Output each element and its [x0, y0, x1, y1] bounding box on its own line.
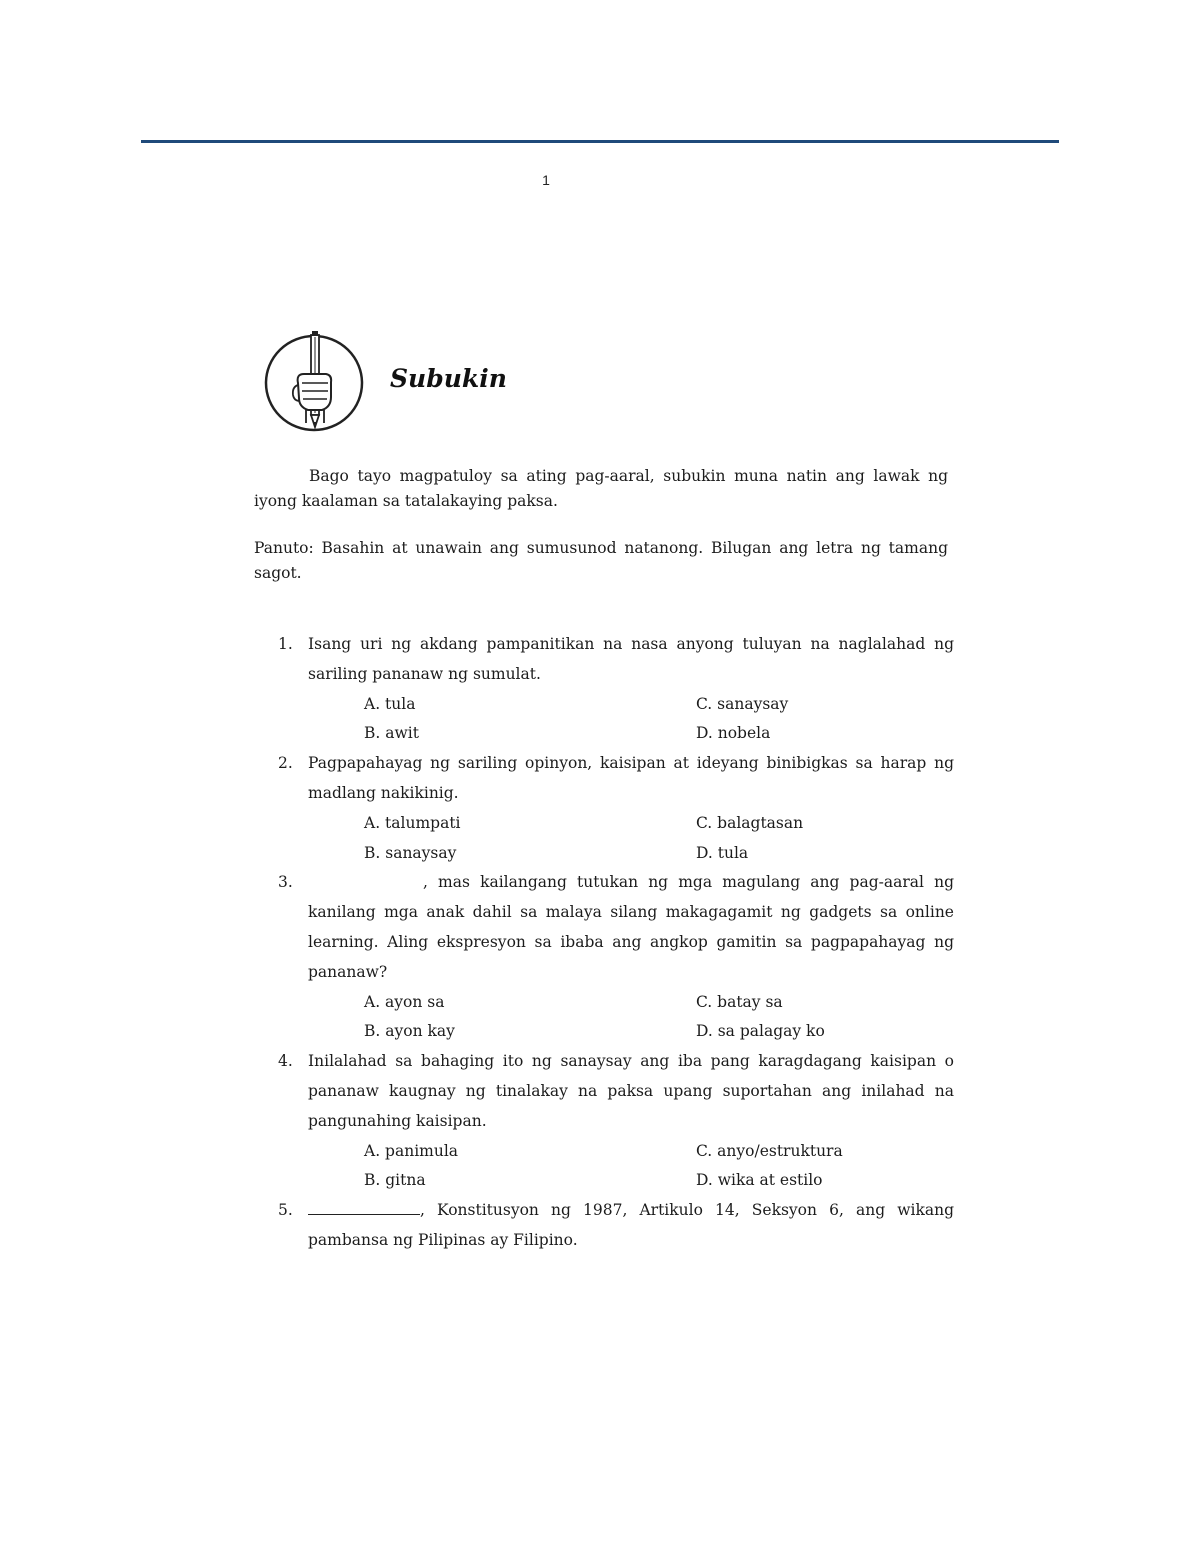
answer-options	[364, 988, 954, 1048]
question-5	[254, 1196, 954, 1256]
intro-paragraph: Bago tayo magpatuloy sa ating pag-aaral, subukin muna natin ang lawak ng iyong kaalaman sa tatalakaying paksa.	[254, 467, 948, 510]
question-text: Inilalahad sa bahaging ito ng sanaysay ang iba pang karagdagang kaisipan o pananaw kaugnay ng tinalakay na paksa upang suportahan ang inilahad na pangunahing kaisipan.	[308, 1052, 954, 1130]
answer-blank-line	[308, 1198, 420, 1215]
answer-options	[364, 1137, 954, 1197]
question-text-wrap	[308, 868, 954, 987]
answer-options	[364, 809, 954, 869]
question-text: Pagpapahayag ng sariling opinyon, kaisipan at ideyang binibigkas sa harap ng madlang nakikinig.	[308, 754, 954, 802]
option-c[interactable]: C. batay sa	[696, 992, 783, 1011]
instructions-paragraph: Panuto: Basahin at unawain ang sumusunod natanong. Bilugan ang letra ng tamang sagot.	[254, 539, 948, 582]
hand-holding-pencil-icon	[258, 327, 370, 437]
question-2	[254, 749, 954, 868]
question-3	[254, 868, 954, 1047]
option-b[interactable]: B. gitna	[364, 1171, 426, 1190]
question-text: , Konstitusyon ng 1987, Artikulo 14, Seksyon 6, ang wikang pambansa ng Pilipinas ay Filipino.	[308, 1201, 954, 1249]
option-a[interactable]: A. talumpati	[364, 813, 461, 832]
option-c[interactable]: C. balagtasan	[696, 813, 804, 832]
answer-options	[364, 690, 954, 750]
question-number: 2.	[278, 754, 293, 773]
option-a[interactable]: A. ayon sa	[364, 992, 445, 1011]
option-d[interactable]: D. wika at estilo	[696, 1171, 823, 1190]
page-number: 1	[542, 172, 550, 188]
option-b[interactable]: B. awit	[364, 724, 419, 743]
question-number: 3.	[278, 873, 293, 892]
question-list	[254, 630, 954, 1256]
question-number: 1.	[278, 635, 293, 653]
option-a[interactable]: A. panimula	[364, 1141, 459, 1160]
header-rule	[141, 140, 1059, 143]
question-number: 5.	[278, 1201, 293, 1220]
question-text: Isang uri ng akdang pampanitikan na nasa anyong tuluyan na naglalahad ng sariling pananaw ng sumulat.	[308, 635, 954, 683]
option-a[interactable]: A. tula	[364, 694, 416, 713]
option-d[interactable]: D. nobela	[696, 724, 771, 743]
option-d[interactable]: D. sa palagay ko	[696, 1022, 825, 1041]
question-1	[254, 630, 954, 749]
question-text: , mas kailangang tutukan ng mga magulang ang pag-aaral ng kanilang mga anak dahil sa malaya silang makagagamit ng gadgets sa online learning. Aling ekspresyon sa ibaba ang angkop gamitin sa pagpapahayag ng pananaw?	[308, 873, 954, 981]
option-c[interactable]: C. sanaysay	[696, 694, 789, 713]
option-d[interactable]: D. tula	[696, 843, 749, 862]
question-text-wrap	[308, 1196, 954, 1256]
option-b[interactable]: B. ayon kay	[364, 1022, 455, 1041]
option-b[interactable]: B. sanaysay	[364, 843, 457, 862]
question-4	[254, 1047, 954, 1196]
section-title: Subukin	[390, 364, 507, 393]
question-number: 4.	[278, 1052, 293, 1071]
option-c[interactable]: C. anyo/estruktura	[696, 1141, 843, 1160]
